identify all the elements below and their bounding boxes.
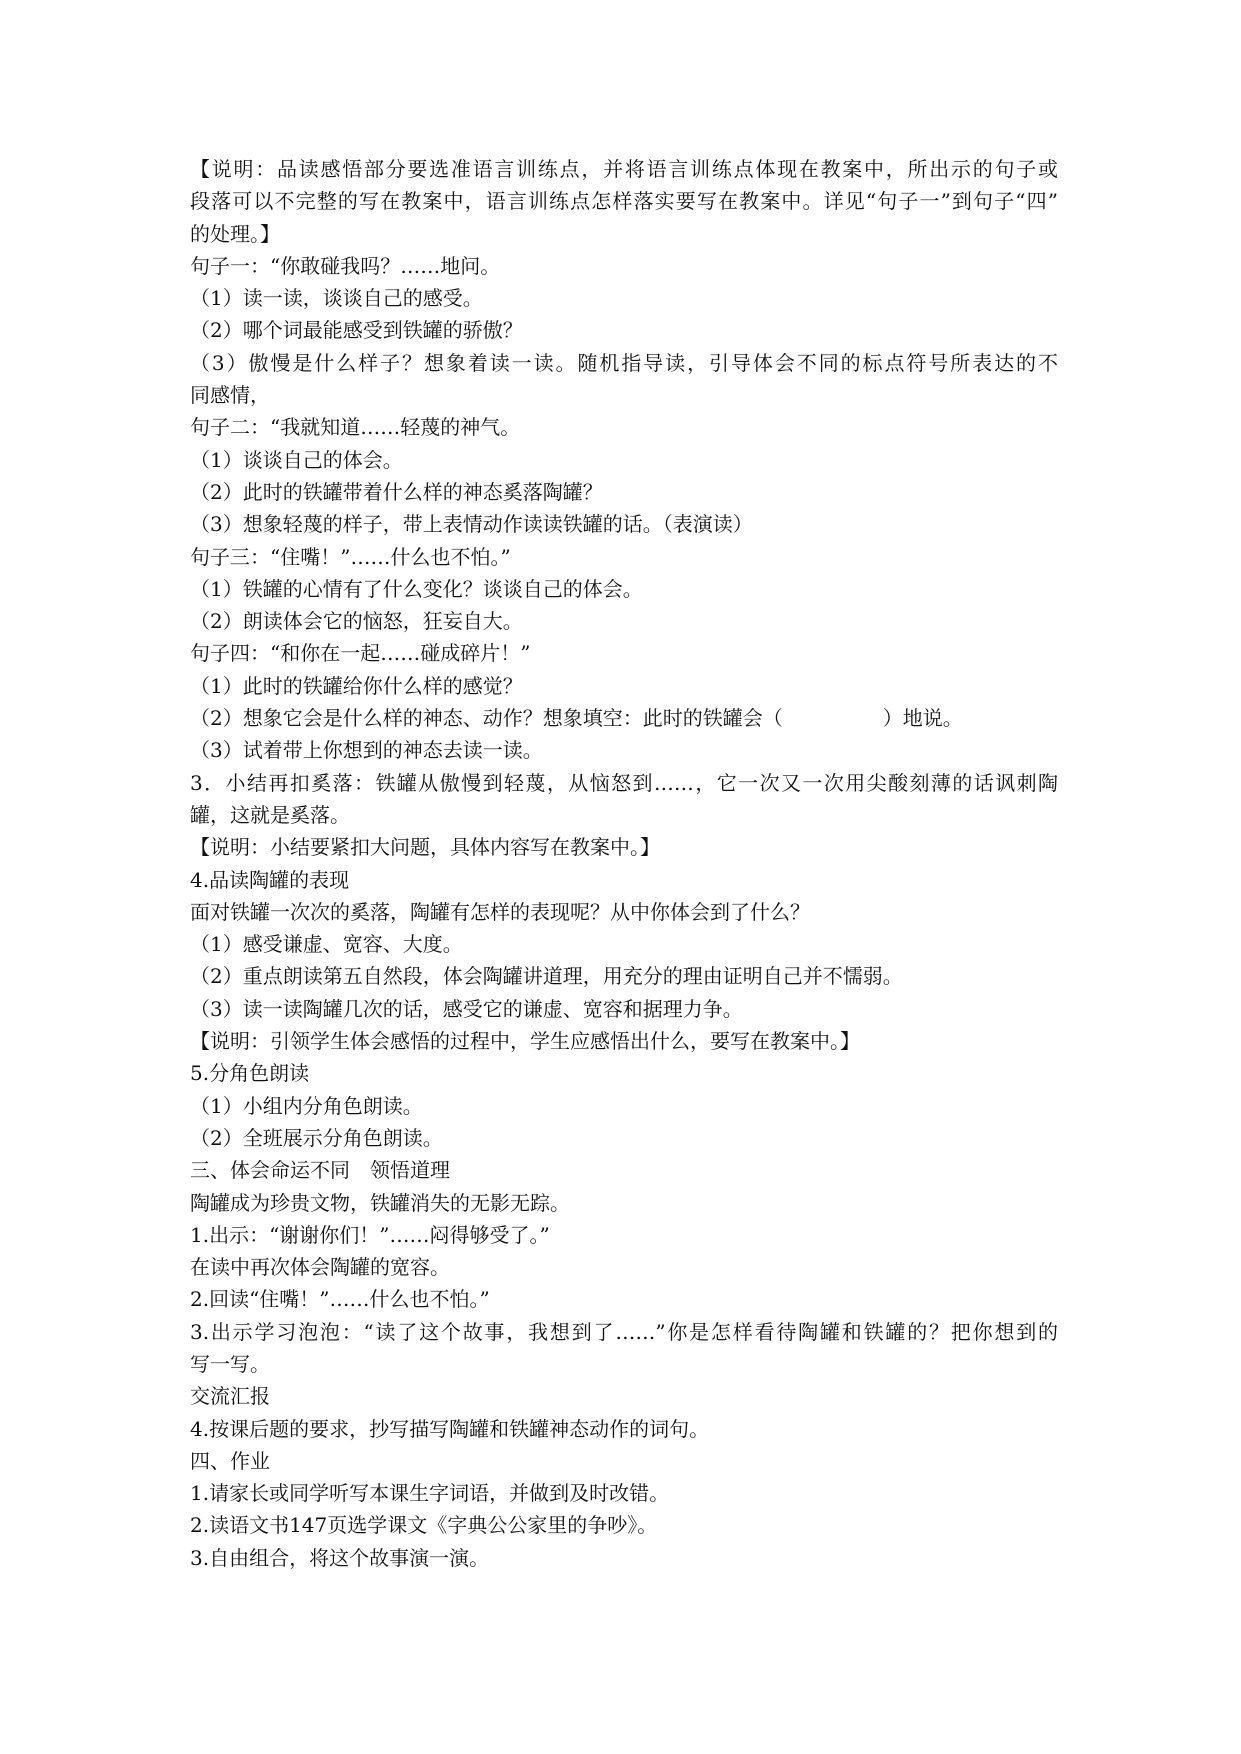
- list-item: （1）谈谈自己的体会。: [190, 447, 403, 472]
- homework-item: 3.自由组合，将这个故事演一演。: [190, 1545, 490, 1570]
- note-line: 【说明：引领学生体会感悟的过程中，学生应感悟出什么，要写在教案中。】: [190, 1029, 860, 1054]
- step-line: 4.按课后题的要求，抄写描写陶罐和铁罐神态动作的词句。: [190, 1416, 710, 1441]
- step-line: 3.出示学习泡泡：“读了这个故事，我想到了……”你是怎样看待陶罐和铁罐的？把你想到的: [190, 1319, 1058, 1344]
- list-item: （1）读一读，谈谈自己的感受。: [190, 286, 483, 311]
- summary-line: 罐，这就是奚落。: [190, 802, 350, 827]
- sentence-heading: 句子二：“我就知道……轻蔑的神气。: [190, 415, 521, 440]
- note-paragraph-line: 段落可以不完整的写在教案中，语言训练点怎样落实要写在教案中。详见“句子一”到句子“四”: [190, 189, 1058, 214]
- body-line: 面对铁罐一次次的奚落，陶罐有怎样的表现呢？从中你体会到了什么？: [190, 899, 810, 924]
- list-item: （1）此时的铁罐给你什么样的感觉？: [190, 673, 523, 698]
- part-heading: 四、作业: [190, 1448, 270, 1473]
- note-paragraph-line: 【说明：品读感悟部分要选准语言训练点，并将语言训练点体现在教案中，所出示的句子或: [190, 157, 1058, 181]
- section-heading: 5.分角色朗读: [190, 1061, 310, 1086]
- sentence-heading: 句子四：“和你在一起……碰成碎片！”: [190, 641, 531, 666]
- list-item: （2）全班展示分角色朗读。: [190, 1125, 443, 1150]
- list-item: （2）重点朗读第五自然段，体会陶罐讲道理，用充分的理由证明自己并不懦弱。: [190, 964, 903, 989]
- homework-item: 1.请家长或同学听写本课生字词语，并做到及时改错。: [190, 1481, 670, 1506]
- list-item: （3）读一读陶罐几次的话，感受它的谦虚、宽容和据理力争。: [190, 996, 743, 1021]
- list-item: （2）朗读体会它的恼怒，狂妄自大。: [190, 609, 523, 634]
- list-item-continuation: 同感情，: [190, 383, 270, 408]
- step-line: 1.出示：“谢谢你们！”……闷得够受了。”: [190, 1222, 550, 1247]
- list-item: （1）感受谦虚、宽容、大度。: [190, 932, 463, 957]
- list-item: （2）此时的铁罐带着什么样的神态奚落陶罐？: [190, 479, 603, 504]
- list-item: （3）傲慢是什么样子？想象着读一读。随机指导读，引导体会不同的标点符号所表达的不: [190, 350, 1058, 375]
- body-line: 交流汇报: [190, 1384, 270, 1409]
- list-item: （2）想象它会是什么样的神态、动作？想象填空：此时的铁罐会（ ）地说。: [190, 706, 963, 731]
- list-item: （1）铁罐的心情有了什么变化？谈谈自己的体会。: [190, 576, 643, 601]
- list-item: （1）小组内分角色朗读。: [190, 1093, 423, 1118]
- part-heading: 三、体会命运不同 领悟道理: [190, 1158, 450, 1183]
- body-line: 在读中再次体会陶罐的宽容。: [190, 1255, 450, 1280]
- note-paragraph-line: 的处理。】: [190, 221, 280, 246]
- summary-line: 3．小结再扣奚落：铁罐从傲慢到轻蔑，从恼怒到……，它一次又一次用尖酸刻薄的话讽刺陶: [190, 770, 1058, 795]
- sentence-heading: 句子一：“你敢碰我吗？……地问。: [190, 253, 501, 278]
- homework-item: 2.读语文书147页选学课文《字典公公家里的争吵》。: [190, 1513, 658, 1538]
- document-page: [190, 153, 1058, 1574]
- list-item: （3）想象轻蔑的样子，带上表情动作读读铁罐的话。（表演读）: [190, 512, 753, 537]
- body-line: 陶罐成为珍贵文物，铁罐消失的无影无踪。: [190, 1190, 570, 1215]
- step-line-continuation: 写一写。: [190, 1351, 270, 1376]
- sentence-heading: 句子三：“住嘴！”……什么也不怕。”: [190, 544, 511, 569]
- list-item: （2）哪个词最能感受到铁罐的骄傲？: [190, 318, 523, 343]
- note-line: 【说明：小结要紧扣大问题，具体内容写在教案中。】: [190, 835, 660, 860]
- step-line: 2.回读“住嘴！”……什么也不怕。”: [190, 1287, 490, 1312]
- section-heading: 4.品读陶罐的表现: [190, 867, 350, 892]
- list-item: （3）试着带上你想到的神态去读一读。: [190, 738, 543, 763]
